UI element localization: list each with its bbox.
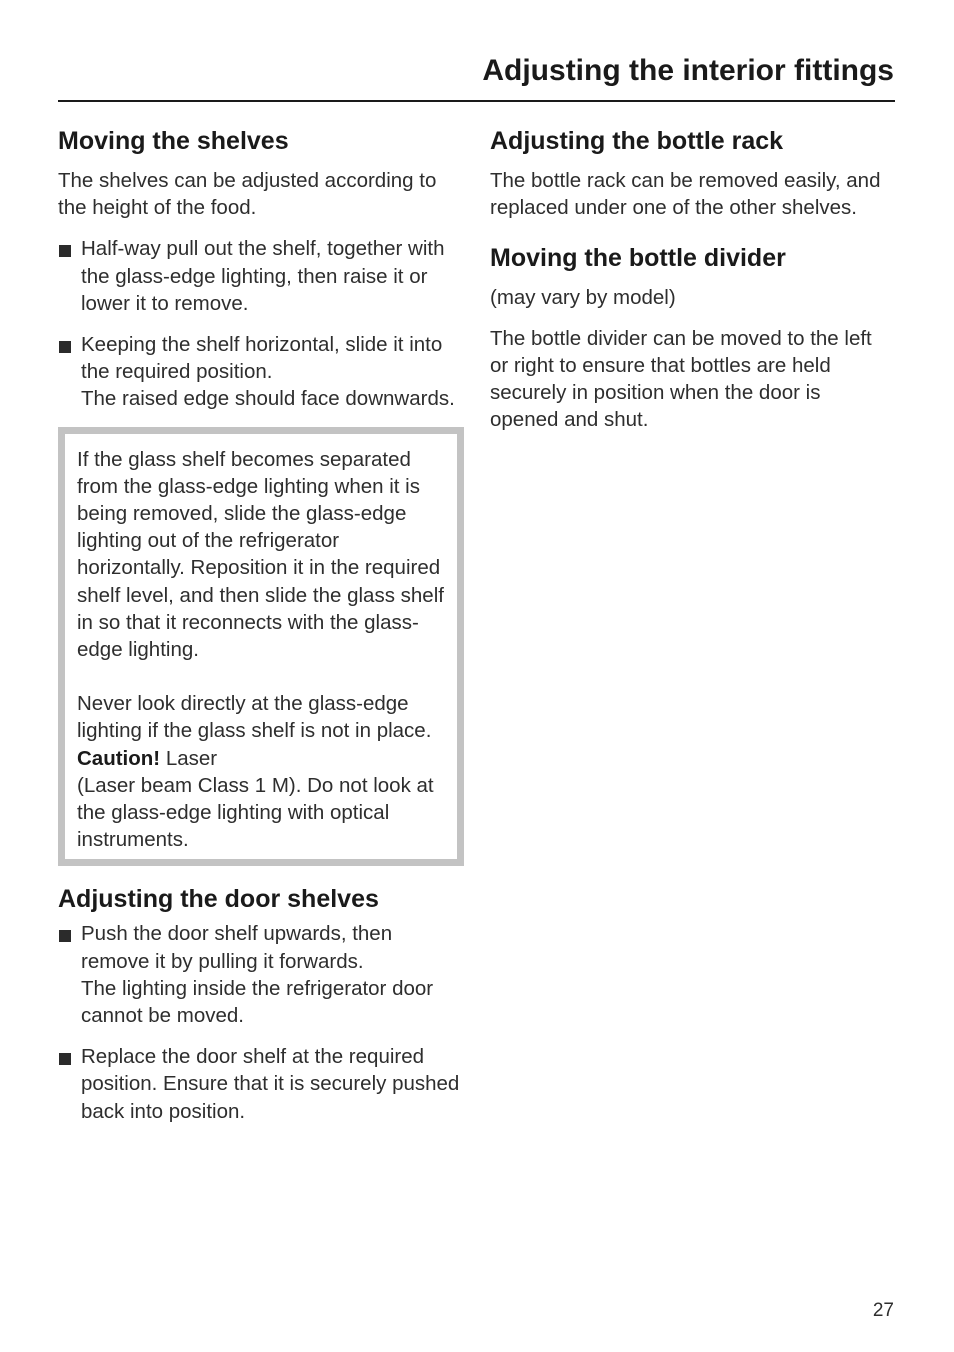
bottle-rack-text: The bottle rack can be removed easily, and replaced under one of the other shelves. [490, 169, 881, 220]
bullet-text: Replace the door shelf at the required position. Ensure that it is securely pushed back into position. [81, 1045, 460, 1123]
warning-paragraph [77, 690, 449, 853]
warning-text-end: (Laser beam Class 1 M). Do not look at the glass-edge lighting with optical instruments. [77, 773, 434, 852]
bullet-square-icon [59, 930, 71, 942]
note-paragraph: If the glass shelf becomes separated from the glass-edge lighting when it is being removed, slide the glass-edge lighting out of the refrigerator horizontally. Reposition it in the required shelf level, and then slide the glass shelf in so that it reconnects with the glass-edge lighting. [77, 447, 444, 662]
list-item [58, 331, 466, 413]
caution-label: Caution! [77, 746, 161, 770]
bullet-text: Push the door shelf upwards, then remove it by pulling it forwards. [81, 922, 393, 973]
list-item [58, 235, 466, 317]
bullet-text: Keeping the shelf horizontal, slide it into the required position. [81, 333, 443, 384]
bullet-square-icon [59, 245, 71, 257]
note-box [58, 427, 464, 867]
section-bottle-rack [490, 124, 894, 221]
bullet-square-icon [59, 341, 71, 353]
bullet-note: The raised edge should face downwards. [81, 387, 455, 411]
bullet-note: The lighting inside the refrigerator door cannot be moved. [81, 976, 434, 1028]
list-item [58, 1043, 466, 1125]
heading-moving-shelves: Moving the shelves [58, 127, 289, 155]
page-title: Adjusting the interior fittings [482, 54, 894, 87]
left-column [58, 124, 466, 1125]
heading-door-shelves: Adjusting the door shelves [58, 885, 379, 914]
bullet-text: Half-way pull out the shelf, together with the glass-edge lighting, then raise it or lower it to remove. [81, 237, 445, 315]
section-bottle-divider [490, 241, 894, 433]
bottle-divider-qualifier: (may vary by model) [490, 286, 676, 310]
header-rule [58, 100, 895, 102]
warning-text-mid: Laser [160, 746, 218, 770]
page-number: 27 [872, 1300, 894, 1321]
bullet-square-icon [59, 1053, 71, 1065]
list-item [58, 920, 466, 1029]
bottle-divider-text: The bottle divider can be moved to the left or right to ensure that bottles are held securely in position when the door is opened and shut. [490, 326, 872, 432]
right-column [490, 124, 894, 433]
heading-bottle-rack: Adjusting the bottle rack [490, 127, 784, 155]
section-door-shelves [58, 882, 466, 1124]
warning-text-start: Never look directly at the glass-edge lighting if the glass shelf is not in place. [77, 692, 432, 743]
moving-shelves-intro: The shelves can be adjusted according to the height of the food. [58, 169, 437, 220]
heading-bottle-divider: Moving the bottle divider [490, 244, 786, 273]
page-header [58, 52, 894, 90]
section-moving-shelves [58, 124, 466, 866]
